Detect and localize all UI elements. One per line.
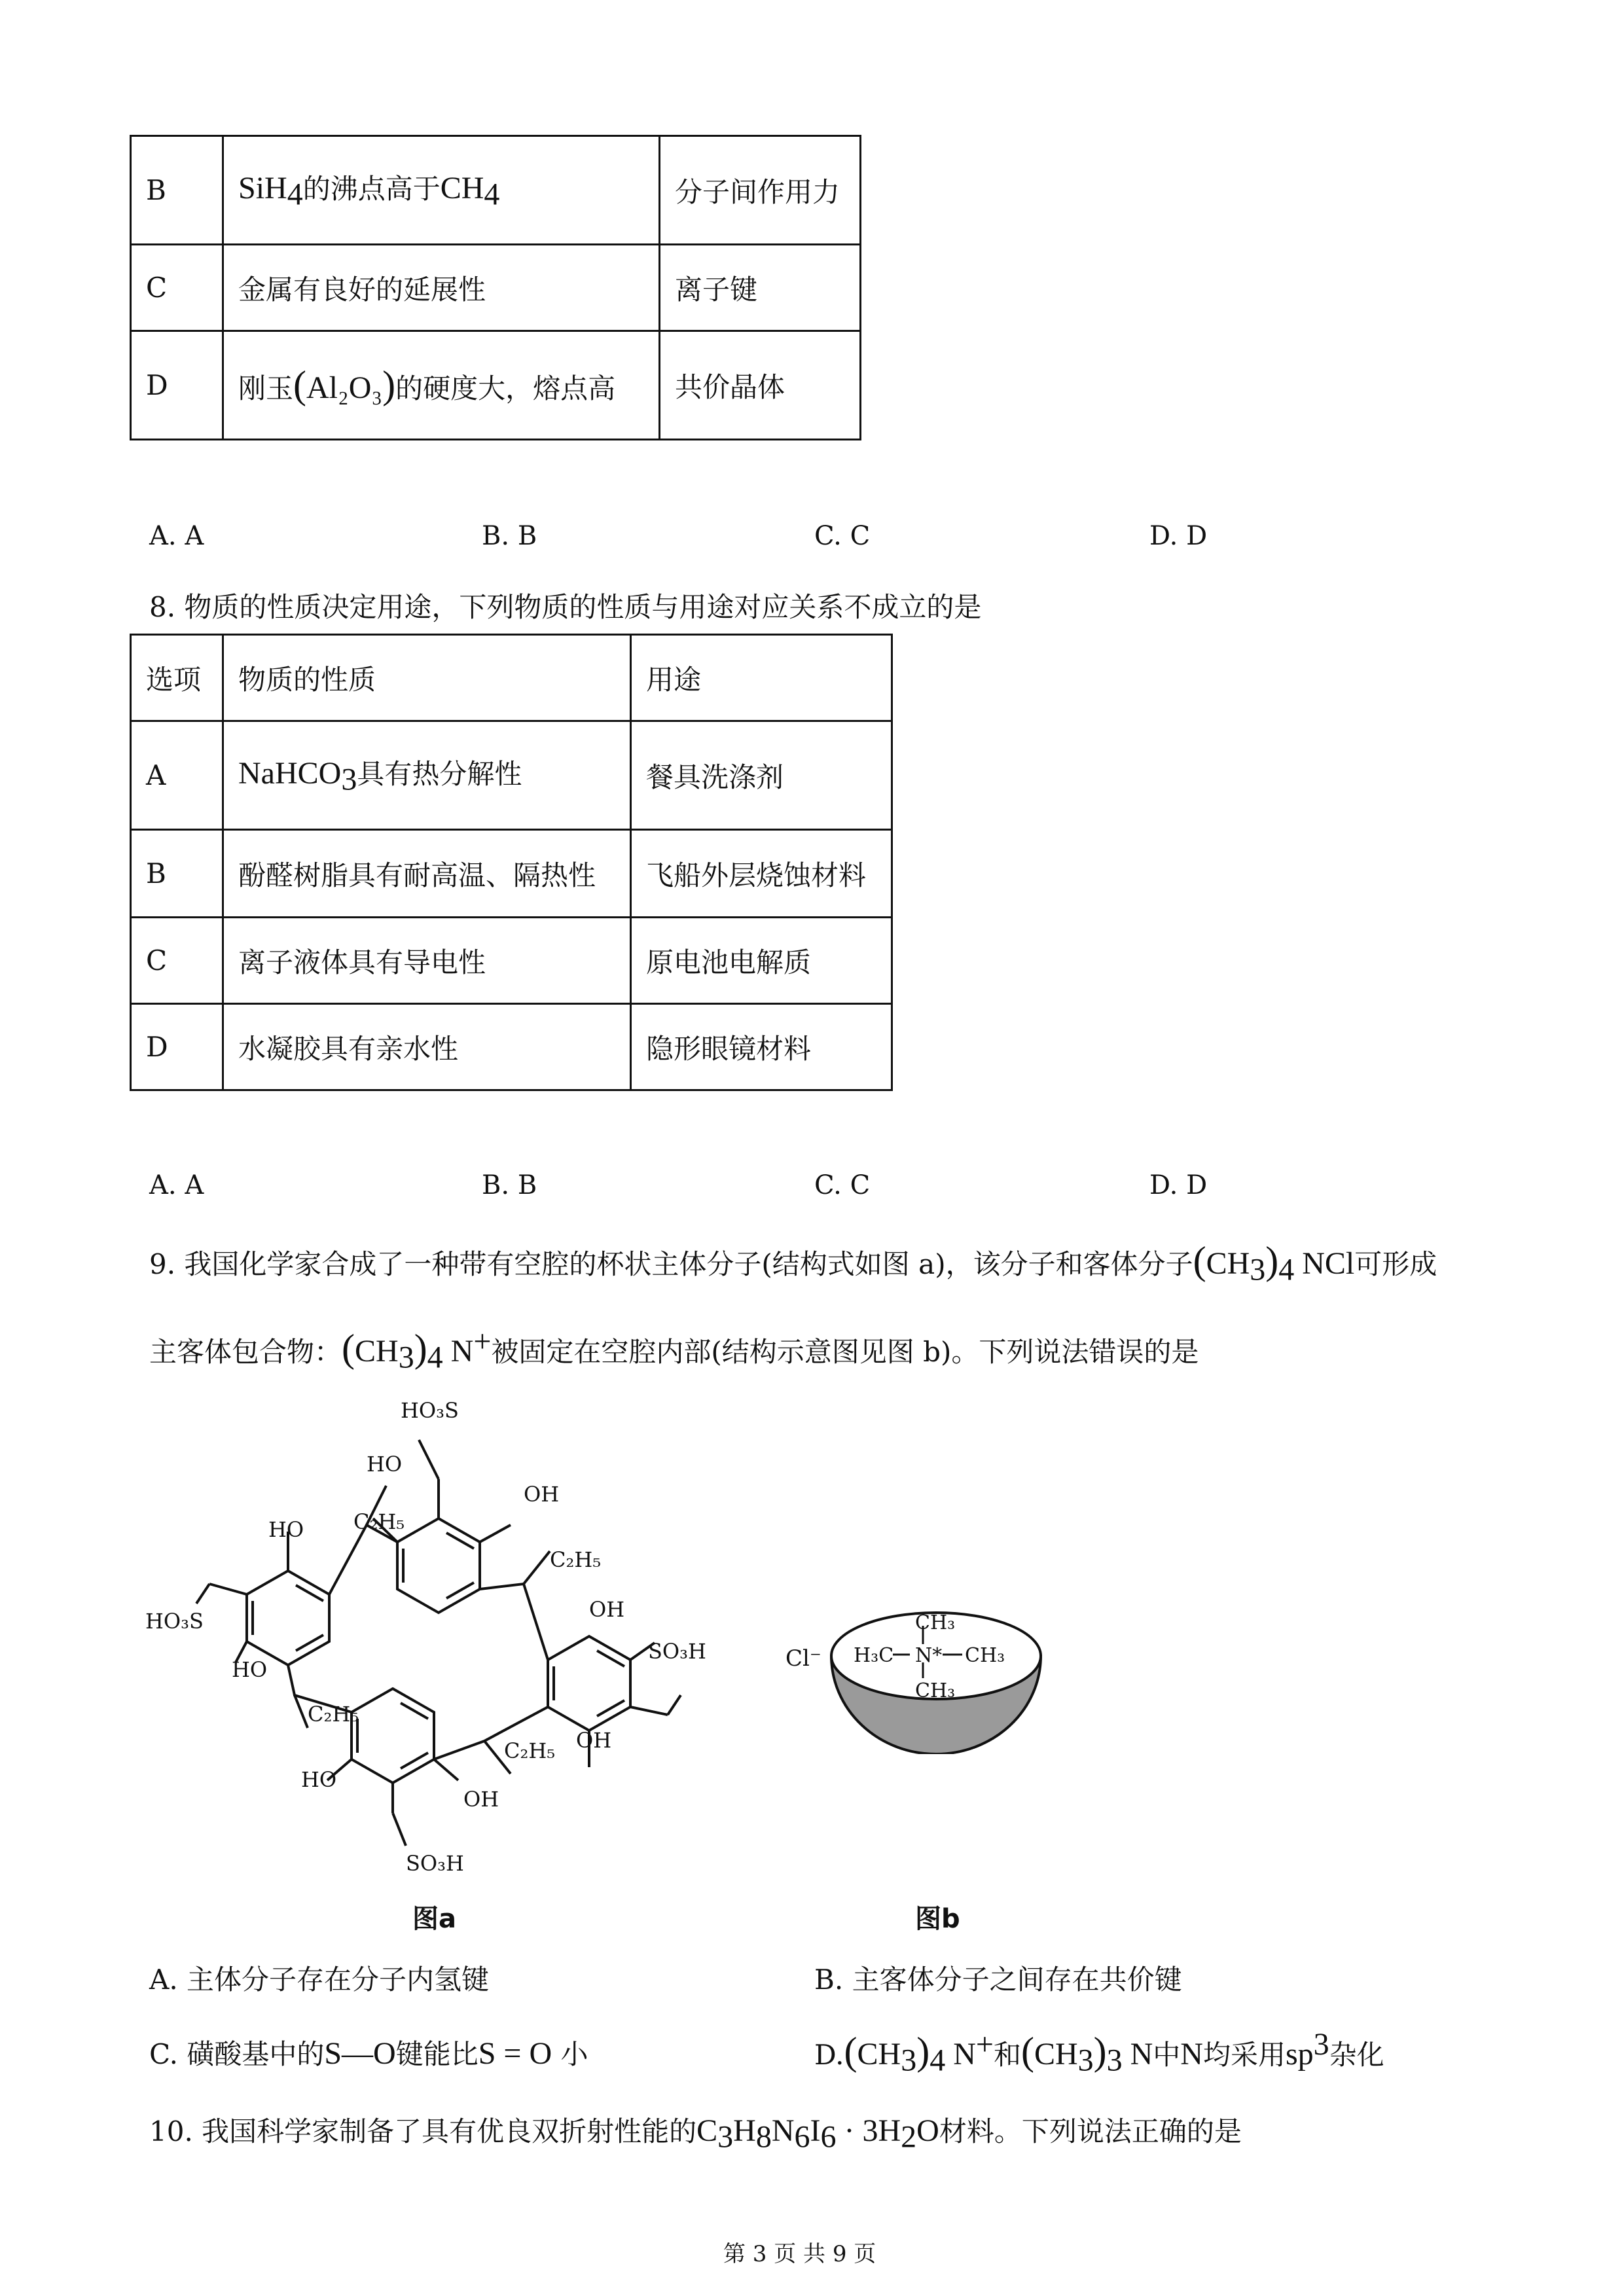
- fig-a-label-c2h5-4: C₂H₅: [504, 1738, 556, 1763]
- q7-row-d-label: D: [131, 331, 223, 440]
- fig-a-label-ho3s-left: HO₃S: [145, 1609, 204, 1634]
- q7-row-b-reason: 分子间作用力: [660, 136, 861, 245]
- q8-option-b[interactable]: B. B: [482, 1170, 537, 1200]
- q8-row-d-label: D: [131, 1004, 223, 1090]
- q7-option-c[interactable]: C. C: [814, 521, 871, 551]
- fig-b-label-ch3-top: CH₃: [915, 1611, 956, 1634]
- q7-row-b-fact: SiH$_4$的沸点高于$CH_4$: [223, 136, 660, 245]
- q8-table: [130, 634, 893, 1091]
- q7-row-c-label: C: [131, 245, 223, 331]
- q8-row-b-property: 酚醛树脂具有耐高温、隔热性: [223, 830, 631, 918]
- q9-option-b[interactable]: B. 主客体分子之间存在共价键: [814, 1964, 1182, 1996]
- fig-a-label-oh-2: OH: [589, 1597, 625, 1622]
- fig-a-label-oh-4: OH: [463, 1787, 499, 1812]
- fig-a-label-c2h5-2: C₂H₅: [550, 1547, 602, 1572]
- q7-row-d-reason: 共价晶体: [660, 331, 861, 440]
- fig-a-label-c2h5-3: C₂H₅: [308, 1702, 359, 1727]
- fig-a-label-oh-3: OH: [576, 1728, 612, 1753]
- page-footer: 第 3 页 共 9 页: [723, 2241, 876, 2267]
- q8-header-option: 选项: [131, 635, 223, 721]
- fig-a-label-so3h-top: HO₃S: [401, 1398, 459, 1423]
- q9-stem-line-1: 9. 我国化学家合成了一种带有空腔的杯状主体分子(结构式如图 a)，该分子和客体分子$(CH_3)_4$ NCl可形成: [149, 1239, 1437, 1287]
- q8-row-a-use: 餐具洗涤剂: [631, 721, 892, 830]
- q9-option-d[interactable]: $D.(CH_3)_4$ N+和$(CH_3)_3$ N中N均采用$sp^3$杂化: [814, 2027, 1384, 2078]
- fig-b-label-ch3-right: CH₃: [965, 1644, 1005, 1667]
- q7-row-b-label: B: [131, 136, 223, 245]
- q7-row-c-fact: 金属有良好的延展性: [223, 245, 660, 331]
- fig-b-label-h3c: H₃C: [854, 1644, 894, 1667]
- figure-b-caption: 图b: [915, 1904, 960, 1934]
- q9-stem-line-2: 主客体包合物：$(CH_3)_4$ N+被固定在空腔内部(结构示意图见图 b)。下列说法错误的是: [149, 1324, 1199, 1375]
- q7-option-a[interactable]: A. A: [149, 521, 204, 551]
- fig-a-label-c2h5-1: C₂H₅: [353, 1509, 405, 1534]
- fig-a-label-so3h-right: SO₃H: [648, 1639, 706, 1664]
- q8-row-c-label: C: [131, 918, 223, 1004]
- fig-b-label-ch3-bottom: CH₃: [915, 1679, 956, 1702]
- fig-b-label-n: N*: [915, 1644, 943, 1667]
- q7-option-b[interactable]: B. B: [482, 521, 537, 551]
- q9-option-a[interactable]: A. 主体分子存在分子内氢键: [149, 1964, 490, 1996]
- q8-option-a[interactable]: A. A: [149, 1170, 204, 1200]
- q8-row-d-use: 隐形眼镜材料: [631, 1004, 892, 1090]
- q10-stem: 10. 我国科学家制备了具有优良双折射性能的$C_3H_8N_6I_6 \cdot 3H_2O$材料。下列说法正确的是: [149, 2113, 1242, 2155]
- q8-option-c[interactable]: C. C: [814, 1170, 871, 1200]
- fig-a-label-ho-3: HO: [232, 1657, 268, 1682]
- q8-row-b-label: B: [131, 830, 223, 918]
- q7-table: [130, 135, 861, 440]
- q7-option-d[interactable]: D. D: [1149, 521, 1208, 551]
- figure-a-host-molecule: [144, 1388, 733, 1885]
- q8-header-use: 用途: [631, 635, 892, 721]
- q8-row-a-label: A: [131, 721, 223, 830]
- fig-a-label-oh-1: OH: [524, 1482, 560, 1507]
- fig-a-label-so3h-bottom: SO₃H: [406, 1851, 464, 1876]
- fig-a-label-ho-4: HO: [301, 1767, 337, 1792]
- q8-row-a-property: NaHCO$_3$具有热分解性: [223, 721, 631, 830]
- q8-option-d[interactable]: D. D: [1149, 1170, 1208, 1200]
- fig-a-label-ho-1: HO: [367, 1452, 403, 1477]
- q8-row-c-use: 原电池电解质: [631, 918, 892, 1004]
- q7-row-c-reason: 离子键: [660, 245, 861, 331]
- q8-row-d-property: 水凝胶具有亲水性: [223, 1004, 631, 1090]
- figure-a-caption: 图a: [412, 1904, 456, 1934]
- fig-a-label-ho-2: HO: [268, 1517, 304, 1542]
- q8-row-c-property: 离子液体具有导电性: [223, 918, 631, 1004]
- fig-b-label-cl: Cl⁻: [785, 1645, 821, 1672]
- q8-header-property: 物质的性质: [223, 635, 631, 721]
- q8-stem: 8. 物质的性质决定用途，下列物质的性质与用途对应关系不成立的是: [149, 591, 982, 623]
- q7-row-d-fact: 刚玉(Al₂O₃)的硬度大，熔点高: [223, 331, 660, 440]
- q9-option-c[interactable]: C. 磺酸基中的S—O键能比S = O 小: [149, 2036, 588, 2071]
- q8-row-b-use: 飞船外层烧蚀材料: [631, 830, 892, 918]
